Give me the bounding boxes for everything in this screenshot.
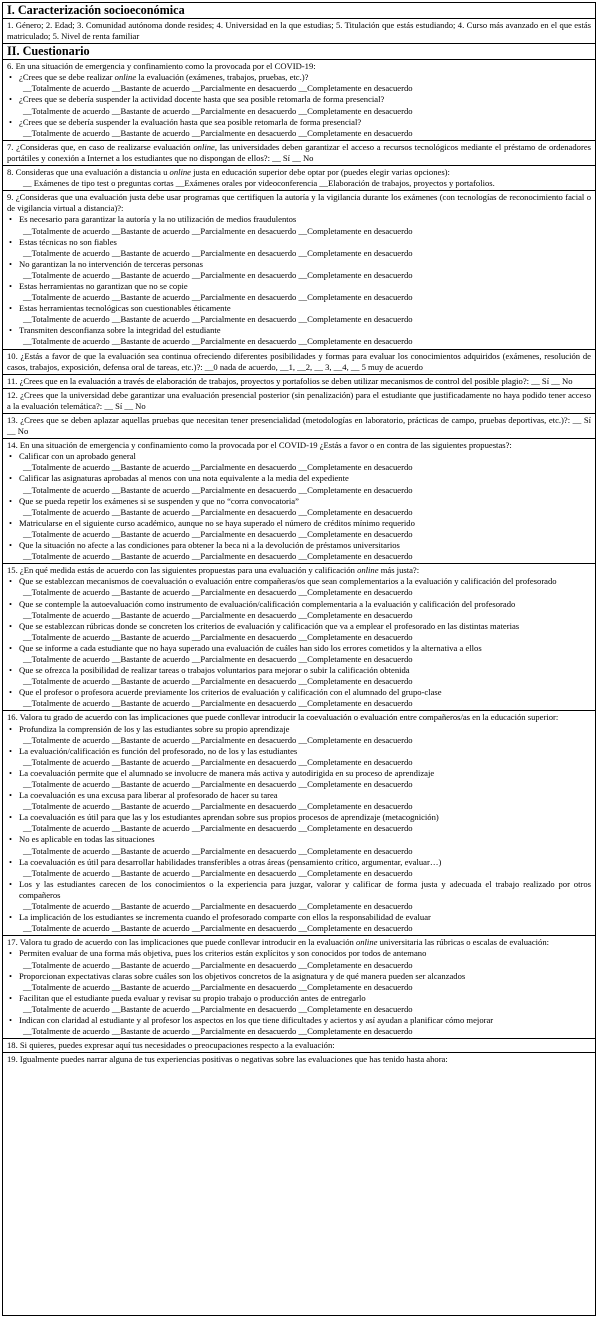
question-18: 18. Si quieres, puedes expresar aquí tus necesidades o preocupaciones respecto a la evaluación: <box>3 1039 595 1053</box>
list-item: • Que se ofrezca la posibilidad de realizar tareas o trabajos voluntarios para mejorar o subir la calificación obtenida <box>7 665 591 676</box>
list-item: • Estas herramientas tecnológicas son cuestionables éticamente <box>7 303 591 314</box>
likert-scale: __Totalmente de acuerdo __Bastante de acuerdo __Parcialmente en desacuerdo __Completamente en desacuerdo <box>23 734 413 745</box>
section-2-title: II. Cuestionario <box>3 44 595 60</box>
questionnaire-page <box>2 2 596 1316</box>
likert-scale: __Totalmente de acuerdo __Bastante de acuerdo __Parcialmente en desacuerdo __Completamente en desacuerdo <box>23 845 413 856</box>
list-item: • Que se contemple la autoevaluación como instrumento de evaluación/calificación complementaria a la evaluación y calificación del profesorado <box>7 599 591 610</box>
list-item: • La coevaluación permite que el alumnado se involucre de manera más activa y autodirigida en su proceso de aprendizaje <box>7 768 591 779</box>
likert-scale: __Totalmente de acuerdo __Bastante de acuerdo __Parcialmente en desacuerdo __Completamente en desacuerdo <box>23 336 413 347</box>
likert-scale: __Totalmente de acuerdo __Bastante de acuerdo __Parcialmente en desacuerdo __Completamente en desacuerdo <box>23 269 413 280</box>
question-14-stem: 14. En una situación de emergencia y confinamiento como la provocada por el COVID-19 ¿Estás a favor o en contra de las siguientes propuestas?: <box>7 440 512 451</box>
likert-scale: __Totalmente de acuerdo __Bastante de acuerdo __Parcialmente en desacuerdo __Completamente en desacuerdo <box>23 609 413 620</box>
q7-pre: 7. ¿Consideras que, en caso de realizarse evaluación <box>7 141 194 152</box>
likert-scale: __Totalmente de acuerdo __Bastante de acuerdo __Parcialmente en desacuerdo __Completamente en desacuerdo <box>23 959 413 970</box>
q6-b1-post: la evaluación (exámenes, trabajos, pruebas, etc.)? <box>136 72 309 83</box>
likert-scale: __Totalmente de acuerdo __Bastante de acuerdo __Parcialmente en desacuerdo __Completamente en desacuerdo <box>23 923 413 934</box>
likert-scale: __Totalmente de acuerdo __Bastante de acuerdo __Parcialmente en desacuerdo __Completamente en desacuerdo <box>23 528 413 539</box>
list-item: • Calificar las asignaturas aprobadas al menos con una nota equivalente a la media del expediente <box>7 473 591 484</box>
likert-scale: __Totalmente de acuerdo __Bastante de acuerdo __Parcialmente en desacuerdo __Completamente en desacuerdo <box>23 653 413 664</box>
likert-scale: __Totalmente de acuerdo __Bastante de acuerdo __Parcialmente en desacuerdo __Completamente en desacuerdo <box>23 631 413 642</box>
likert-scale: __Totalmente de acuerdo __Bastante de acuerdo __Parcialmente en desacuerdo __Completamente en desacuerdo <box>23 676 413 687</box>
question-16 <box>3 711 595 936</box>
list-item: • Indican con claridad al estudiante y al profesor los aspectos en los que tiene dificultades y aciertos y así ayudan a planificar cómo mejorar <box>7 1015 591 1026</box>
q17-em: online <box>355 937 378 948</box>
q17-pre: 17. Valora tu grado de acuerdo con las implicaciones que puede conllevar introducir en la evaluación <box>7 937 356 948</box>
likert-scale: __Totalmente de acuerdo __Bastante de acuerdo __Parcialmente en desacuerdo __Completamente en desacuerdo <box>23 105 413 116</box>
question-19: 19. Igualmente puedes narrar alguna de tus experiencias positivas o negativas sobre las evaluaciones que has tenido hasta ahora: <box>7 1054 448 1065</box>
list-item: • La coevaluación es útil para desarrollar habilidades transferibles a otras áreas (pensamiento crítico, argumentar, evaluar…) <box>7 857 591 868</box>
likert-scale: __Totalmente de acuerdo __Bastante de acuerdo __Parcialmente en desacuerdo __Completamente en desacuerdo <box>23 551 413 562</box>
q17-post: universitaria las rúbricas o escalas de evaluación: <box>377 937 550 948</box>
question-14 <box>3 439 595 564</box>
likert-scale: __Totalmente de acuerdo __Bastante de acuerdo __Parcialmente en desacuerdo __Completamente en desacuerdo <box>23 292 413 303</box>
question-6-item-1 <box>7 72 591 83</box>
list-item: • Facilitan que el estudiante pueda evaluar y revisar su propio trabajo o producción antes de entregarlo <box>7 993 591 1004</box>
question-13: 13. ¿Crees que se deben aplazar aquellas pruebas que necesitan tener presencialidad (metodologías en laboratorio, prácticas de campo, pruebas deportivas, etc.)?: __ Sí __ No <box>3 414 595 439</box>
question-12: 12. ¿Crees que la universidad debe garantizar una evaluación presencial posterior (sin penalización) para el estudiante que justificadamente no haya podido tener acceso a la evaluación telemática?: __ Sí __ No <box>3 389 595 414</box>
list-item: • Transmiten desconfianza sobre la integridad del estudiante <box>7 325 591 336</box>
list-item: • Que la situación no afecte a las condiciones para obtener la beca ni a la devolución de préstamos universitarios <box>7 540 591 551</box>
question-17-stem <box>7 937 591 948</box>
question-17 <box>3 936 595 1039</box>
list-item: • La coevaluación es una excusa para liberar al profesorado de hacer su tarea <box>7 790 591 801</box>
question-9-stem: 9. ¿Consideras que una evaluación justa debe usar programas que certifiquen la autoría y la vigilancia durante los exámenes (con tecnologías de reconocimiento facial o de vigilancia virtual a distancia)?: <box>7 192 591 214</box>
likert-scale: __Totalmente de acuerdo __Bastante de acuerdo __Parcialmente en desacuerdo __Completamente en desacuerdo <box>23 1003 413 1014</box>
question-6-item-2: • ¿Crees que se debería suspender la actividad docente hasta que sea posible retomarla de forma presencial? <box>7 94 591 105</box>
list-item: • Matricularse en el siguiente curso académico, aunque no se haya superado el número de créditos mínimo requerido <box>7 518 591 529</box>
likert-scale: __Totalmente de acuerdo __Bastante de acuerdo __Parcialmente en desacuerdo __Completamente en desacuerdo <box>23 314 413 325</box>
q15-pre: 15. ¿En qué medida estás de acuerdo con las siguientes propuestas para una evaluación y calificación <box>7 565 358 576</box>
likert-scale: __Totalmente de acuerdo __Bastante de acuerdo __Parcialmente en desacuerdo __Completamente en desacuerdo <box>23 823 413 834</box>
likert-scale: __Totalmente de acuerdo __Bastante de acuerdo __Parcialmente en desacuerdo __Completamente en desacuerdo <box>23 484 413 495</box>
likert-scale: __Totalmente de acuerdo __Bastante de acuerdo __Parcialmente en desacuerdo __Completamente en desacuerdo <box>23 587 413 598</box>
list-item: • Que se informe a cada estudiante que no haya superado una evaluación de cuáles han sido los errores cometidos y la alternativa a ellos <box>7 643 591 654</box>
likert-scale: __Totalmente de acuerdo __Bastante de acuerdo __Parcialmente en desacuerdo __Completamente en desacuerdo <box>23 225 413 236</box>
likert-scale: __Totalmente de acuerdo __Bastante de acuerdo __Parcialmente en desacuerdo __Completamente en desacuerdo <box>23 801 413 812</box>
list-item: • Que el profesor o profesora acuerde previamente los criterios de evaluación y calificación con el alumnado del grupo-clase <box>7 687 591 698</box>
likert-scale: __Totalmente de acuerdo __Bastante de acuerdo __Parcialmente en desacuerdo __Completamente en desacuerdo <box>23 779 413 789</box>
question-8 <box>3 166 595 191</box>
list-item: • Que se establezcan mecanismos de coevaluación o evaluación entre compañeras/os que sean complementarios a la evaluación y calificación del profesorado <box>7 576 591 587</box>
likert-scale: __Totalmente de acuerdo __Bastante de acuerdo __Parcialmente en desacuerdo __Completamente en desacuerdo <box>23 756 413 767</box>
list-item: • Los y las estudiantes carecen de los conocimientos o la experiencia para juzgar, valorar y calificar de forma justa y adecuada el trabajo realizado por otros compañeros <box>7 879 591 901</box>
list-item: • Profundiza la comprensión de los y las estudiantes sobre su propio aprendizaje <box>7 724 591 735</box>
q6-b1-pre: ¿Crees que se debe realizar <box>19 72 115 83</box>
likert-scale: __Totalmente de acuerdo __Bastante de acuerdo __Parcialmente en desacuerdo __Completamente en desacuerdo <box>23 981 413 992</box>
likert-scale: __Totalmente de acuerdo __Bastante de acuerdo __Parcialmente en desacuerdo __Completamente en desacuerdo <box>23 462 413 473</box>
likert-scale: __Totalmente de acuerdo __Bastante de acuerdo __Parcialmente en desacuerdo __Completamente en desacuerdo <box>23 698 413 709</box>
list-item: • No garantizan la no intervención de terceras personas <box>7 259 591 270</box>
question-7 <box>3 141 595 166</box>
question-11: 11. ¿Crees que en la evaluación a través de elaboración de trabajos, proyectos y portafolios se deben utilizar mecanismos de control del posible plagio?: __ Sí __ No <box>3 375 595 389</box>
q15-post: más justa?: <box>378 565 420 576</box>
section-1-text: 1. Género; 2. Edad; 3. Comunidad autónoma donde resides; 4. Universidad en la que estudias; 5. Titulación que estás estudiando; 4. Curso más avanzado en el que estás matriculado; 5. Nivel de renta familiar <box>3 19 595 44</box>
question-6-stem: 6. En una situación de emergencia y confinamiento como la provocada por el COVID-19: <box>7 61 316 72</box>
question-15 <box>3 564 595 711</box>
list-item: • Permiten evaluar de una forma más objetiva, pues los criterios están explícitos y son conocidos por todos de antemano <box>7 948 591 959</box>
list-item: • Es necesario para garantizar la autoría y la no utilización de medios fraudulentos <box>7 214 591 225</box>
likert-scale: __Totalmente de acuerdo __Bastante de acuerdo __Parcialmente en desacuerdo __Completamente en desacuerdo <box>23 506 413 517</box>
question-15-stem <box>7 565 591 576</box>
likert-scale: __Totalmente de acuerdo __Bastante de acuerdo __Parcialmente en desacuerdo __Completamente en desacuerdo <box>23 247 413 258</box>
q8-em: online <box>169 167 191 178</box>
q7-em: online <box>193 141 215 152</box>
question-10: 10. ¿Estás a favor de que la evaluación sea continua ofreciendo diferentes posibilidades y formas para evaluar los conocimientos adquiridos (exámenes, resolución de casos, trabajos, exposición, defensa oral de tareas, etc.)?: __0 nada de acuerdo, __1, __2, __ 3, __4, __ 5 muy de acuerdo <box>3 350 595 375</box>
likert-scale: __Totalmente de acuerdo __Bastante de acuerdo __Parcialmente en desacuerdo __Completamente en desacuerdo <box>23 901 413 912</box>
q6-b1-em: online <box>114 72 137 83</box>
likert-scale: __Totalmente de acuerdo __Bastante de acuerdo __Parcialmente en desacuerdo __Completamente en desacuerdo <box>23 1026 413 1037</box>
section-1-title: I. Caracterización socioeconómica <box>3 3 595 19</box>
list-item: • No es aplicable en todas las situaciones <box>7 834 591 845</box>
list-item: • La implicación de los estudiantes se incrementa cuando el profesorado comparte con ellos la responsabilidad de evaluar <box>7 912 591 923</box>
list-item: • Que se establezcan rúbricas donde se concreten los criterios de evaluación y calificación que va a emplear el profesorado en las distintas materias <box>7 621 591 632</box>
list-item: • Estas técnicas no son fiables <box>7 237 591 248</box>
question-6 <box>3 60 595 141</box>
question-8-options: __ Exámenes de tipo test o preguntas cortas __Exámenes orales por videoconferencia __Elaboración de trabajos, proyectos y portafolios. <box>23 178 495 189</box>
list-item: • Proporcionan expectativas claras sobre cuáles son los objetivos concretos de la asignatura y de qué manera pueden ser alcanzados <box>7 971 591 982</box>
question-16-stem: 16. Valora tu grado de acuerdo con las implicaciones que puede conllevar introducir la coevaluación o evaluación entre compañeros/as en la educación superior: <box>7 712 559 723</box>
question-8-stem <box>7 167 591 178</box>
list-item: • Estas herramientas no garantizan que no se copie <box>7 281 591 292</box>
list-item: • La evaluación/calificación es función del profesorado, no de los y las estudiantes <box>7 746 591 757</box>
q8-post: justa en educación superior debe optar por (puedes elegir varias opciones): <box>191 167 450 178</box>
likert-scale: __Totalmente de acuerdo __Bastante de acuerdo __Parcialmente en desacuerdo __Completamente en desacuerdo <box>23 83 413 94</box>
likert-scale: __Totalmente de acuerdo __Bastante de acuerdo __Parcialmente en desacuerdo __Completamente en desacuerdo <box>23 867 413 878</box>
list-item: • Que se pueda repetir los exámenes si se suspenden y que no “corra convocatoria” <box>7 496 591 507</box>
list-item: • Calificar con un aprobado general <box>7 451 591 462</box>
question-6-item-3: • ¿Crees que se debería suspender la evaluación hasta que sea posible retomarla de forma presencial? <box>7 117 591 128</box>
likert-scale: __Totalmente de acuerdo __Bastante de acuerdo __Parcialmente en desacuerdo __Completamente en desacuerdo <box>23 127 413 138</box>
q15-em: online <box>357 565 379 576</box>
list-item: • La coevaluación es útil para que las y los estudiantes aprendan sobre sus propios procesos de aprendizaje (metacognición) <box>7 812 591 823</box>
question-9 <box>3 191 595 349</box>
q8-pre: 8. Consideras que una evaluación a distancia u <box>7 167 170 178</box>
q7-post: , las universidades deben garantizar el acceso a recursos tecnológicos mediante el préstamo de ordenadores portátiles y conexión a Internet a los estudiantes que no dispongan de ellos?: __ Sí __ No <box>7 141 591 163</box>
